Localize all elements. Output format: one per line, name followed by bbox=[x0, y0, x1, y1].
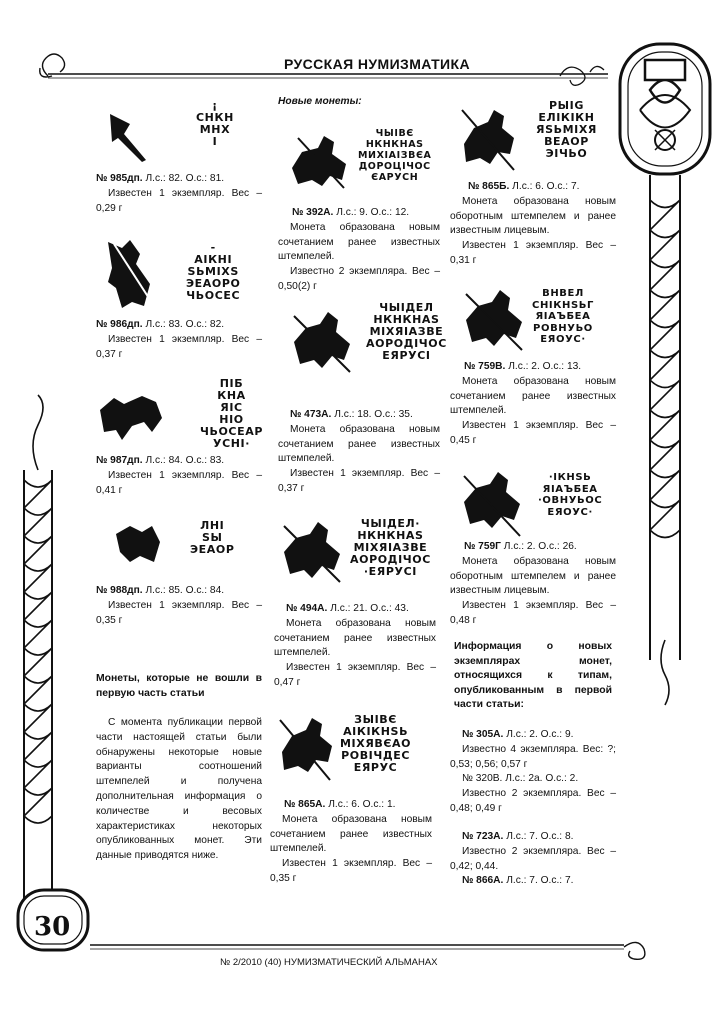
coin-description: Монета образована новым сочетанием ранее известных штемпелей. bbox=[278, 423, 440, 465]
entry-723A bbox=[450, 830, 616, 874]
coin-number: № 759Г bbox=[464, 541, 501, 552]
coin-obverse-759G bbox=[454, 466, 528, 542]
coin-number: № 392А. bbox=[292, 207, 334, 218]
section-new-specimens bbox=[454, 640, 612, 713]
coin-description: Монета образована новым сочетанием ранее известных штемпелей. bbox=[450, 375, 616, 417]
section-missing-coins-text bbox=[96, 716, 262, 864]
coin-obverse-494A bbox=[274, 516, 348, 590]
coin-number: № 865Б. bbox=[468, 181, 510, 192]
coin-obverse-392A bbox=[284, 128, 356, 198]
entry-866A bbox=[450, 874, 616, 889]
coin-description: Монета образована новым оборотным штемпелем и ранее известным лицевым. bbox=[450, 555, 616, 597]
new-coins-heading: Новые монеты: bbox=[278, 96, 362, 107]
coin-obverse-473A bbox=[284, 306, 358, 380]
entry-473A bbox=[278, 408, 440, 497]
coin-reverse-legend-759G: ·ІКНЅЬ ЯІАЪБЕА ·ОВНУЬОС ЕЯОУС· bbox=[538, 472, 603, 518]
entry-988 bbox=[96, 584, 262, 628]
coin-note: Известен 1 экземпляр. Вес – 0,45 г bbox=[450, 420, 616, 446]
coin-reverse-legend-759V: ВНВЕЛ СНІКНЅЬГ ЯІАЪБЕА РОВНУЬО ЕЯОУС· bbox=[532, 288, 594, 345]
coin-obverse-865A bbox=[270, 712, 340, 788]
die-info: Л.с.: 2а. О.с.: 2. bbox=[502, 773, 579, 784]
die-info: Л.с.: 82. О.с.: 81. bbox=[142, 173, 225, 184]
coin-note: Известен 1 экземпляр. Вес – 0,31 г bbox=[450, 240, 616, 266]
entry-865A bbox=[270, 798, 432, 887]
coin-note: Известен 1 экземпляр. Вес – 0,41 г bbox=[96, 469, 262, 496]
die-info: Л.с.: 83. О.с.: 82. bbox=[142, 319, 225, 330]
coin-number: № 987дп. bbox=[96, 455, 143, 466]
coin-number: № 320В. bbox=[462, 773, 503, 784]
die-info: Л.с.: 18. О.с.: 35. bbox=[331, 409, 413, 420]
entry-494A bbox=[274, 602, 436, 691]
coin-number: № 985дп. bbox=[96, 173, 143, 184]
coin-note: Известен 1 экземпляр. Вес – 0,29 г bbox=[96, 187, 262, 214]
coin-number: № 473А. bbox=[290, 409, 332, 420]
coin-note: Известно 4 экземпляра. Вес: ?; 0,53; 0,56; 0,57 г bbox=[450, 743, 616, 770]
coin-number: № 986дп. bbox=[96, 319, 143, 330]
coin-note: Известен 1 экземпляр. Вес – 0,35 г bbox=[96, 599, 262, 626]
coin-description: Монета образована новым сочетанием ранее известных штемпелей. bbox=[274, 617, 436, 659]
right-scroll-ornament bbox=[560, 66, 604, 85]
entry-759G bbox=[450, 540, 616, 629]
coin-number: № 723А. bbox=[462, 831, 504, 842]
coin-description: Монета образована новым оборотным штемпелем и ранее известным лицевым. bbox=[450, 195, 616, 237]
coin-obverse-865B bbox=[454, 104, 524, 176]
coin-reverse-legend-392A: ЧЫІВЄ НКНКНАS МИХІАІЗВЄА ДОРОЦІЧОС ЄАРУСН bbox=[358, 128, 432, 183]
journal-footer: № 2/2010 (40) НУМИЗМАТИЧЕСКИЙ АЛЬМАНАХ bbox=[220, 957, 438, 968]
entry-865B bbox=[450, 180, 616, 269]
bottom-right-scroll-ornament bbox=[624, 942, 645, 959]
die-info: Л.с.: 2. О.с.: 9. bbox=[503, 729, 574, 740]
left-vertical-band bbox=[24, 395, 52, 900]
die-info: Л.с.: 6. О.с.: 1. bbox=[325, 799, 396, 810]
die-info: Л.с.: 7. О.с.: 7. bbox=[503, 875, 574, 886]
coin-note: Известно 2 экземпляра. Вес – 0,42; 0,44. bbox=[450, 845, 616, 872]
right-vertical-band bbox=[650, 175, 680, 705]
coin-note: Известен 1 экземпляр. Вес – 0,48 г bbox=[450, 600, 616, 626]
coin-number: № 988дп. bbox=[96, 585, 143, 596]
coin-description: Монета образована новым сочетанием ранее известных штемпелей. bbox=[278, 221, 440, 263]
page-number: 30 bbox=[34, 912, 71, 942]
die-info: Л.с.: 2. О.с.: 13. bbox=[505, 361, 582, 372]
coin-note: Известен 1 экземпляр. Вес – 0,37 г bbox=[278, 468, 440, 494]
entry-987 bbox=[96, 454, 262, 498]
coin-reverse-legend-988: ЛНІ SЫ ЭЕАОР bbox=[190, 519, 235, 556]
coin-obverse-987 bbox=[94, 384, 174, 444]
coin-obverse-985 bbox=[104, 104, 154, 164]
coin-note: Известно 2 экземпляра. Вес – 0,50(2) г bbox=[278, 266, 440, 292]
coin-obverse-759V bbox=[456, 284, 530, 358]
die-info: Л.с.: 85. О.с.: 84. bbox=[142, 585, 225, 596]
coin-reverse-legend-987: ПІБ КНА ЯІС НІО ЧЬОСЕАР УСНІ· bbox=[200, 377, 263, 450]
section-title: Монеты, которые не вошли в первую часть статьи bbox=[96, 673, 262, 699]
section-paragraph: С момента публикации первой части настоящей статьи были обнаружены некоторые новые варианты соотношений штемпелей и получена дополнительная информация о количестве и весовых характеристиках некоторых опубликованных монет. Эти данные приводятся ниже. bbox=[96, 717, 262, 862]
die-info: Л.с.: 21. О.с.: 43. bbox=[327, 603, 409, 614]
coin-number: № 494А. bbox=[286, 603, 328, 614]
coin-reverse-legend-865A: ЗЫІВЄ АІКІКНЅЬ МІХЯВЄАО РОВІЧДЕС ЕЯРУС bbox=[340, 713, 412, 774]
coin-number: № 759В. bbox=[464, 361, 506, 372]
entry-392A bbox=[278, 206, 440, 295]
entry-305A bbox=[450, 728, 616, 772]
coin-reverse-legend-986: - АІКНІ SЬМІХЅ ЭЕАОРО ЧЬОСЕС bbox=[186, 241, 241, 302]
die-info: Л.с.: 6. О.с.: 7. bbox=[509, 181, 580, 192]
coin-number: № 305А. bbox=[462, 729, 504, 740]
coin-note: Известен 1 экземпляр. Вес – 0,37 г bbox=[96, 333, 262, 360]
entry-986 bbox=[96, 318, 262, 362]
die-info: Л.с.: 9. О.с.: 12. bbox=[333, 207, 410, 218]
coin-note: Известен 1 экземпляр. Вес – 0,35 г bbox=[270, 858, 432, 884]
die-info: Л.с.: 2. О.с.: 26. bbox=[500, 541, 577, 552]
coin-description: Монета образована новым сочетанием ранее известных штемпелей. bbox=[270, 813, 432, 855]
coin-reverse-legend-985: ¡ СНКН МНХ I bbox=[196, 99, 234, 148]
corner-medallion bbox=[620, 44, 710, 174]
coin-reverse-legend-865B: РЫІG ЕЛІКІКН ЯЅЬМІХЯ ВЕАОР ЭІЧЬО bbox=[536, 99, 597, 160]
coin-obverse-986 bbox=[98, 232, 168, 312]
die-info: Л.с.: 84. О.с.: 83. bbox=[142, 455, 225, 466]
entry-759V bbox=[450, 360, 616, 449]
new-coins-heading-wrap bbox=[278, 95, 448, 110]
coin-reverse-legend-473A: ЧЫІДЕЛ НКНКНАS МІХЯІАЗВЕ АОРОДІЧОС ЕЯРУСІ bbox=[366, 301, 447, 362]
coin-note: Известно 2 экземпляра. Вес – 0,48; 0,49 г bbox=[450, 787, 616, 814]
entry-985 bbox=[96, 172, 262, 216]
coin-number: № 866А. bbox=[462, 875, 504, 886]
running-header: РУССКАЯ НУМИЗМАТИКА bbox=[284, 56, 470, 72]
coin-reverse-legend-494A: ЧЫІДЕЛ· НКНКНАS МІХЯІАЗВЕ АОРОДІЧОС ·ЕЯРУСІ bbox=[350, 517, 431, 578]
die-info: Л.с.: 7. О.с.: 8. bbox=[503, 831, 574, 842]
coin-note: Известен 1 экземпляр. Вес – 0,47 г bbox=[274, 662, 436, 688]
section-missing-coins bbox=[96, 672, 262, 701]
section-title: Информация о новых экземплярах монет, относящихся к типам, опубликованным в первой части статьи: bbox=[454, 641, 612, 711]
entry-320V bbox=[450, 772, 616, 816]
coin-number: № 865А. bbox=[284, 799, 326, 810]
coin-obverse-988 bbox=[108, 520, 168, 570]
